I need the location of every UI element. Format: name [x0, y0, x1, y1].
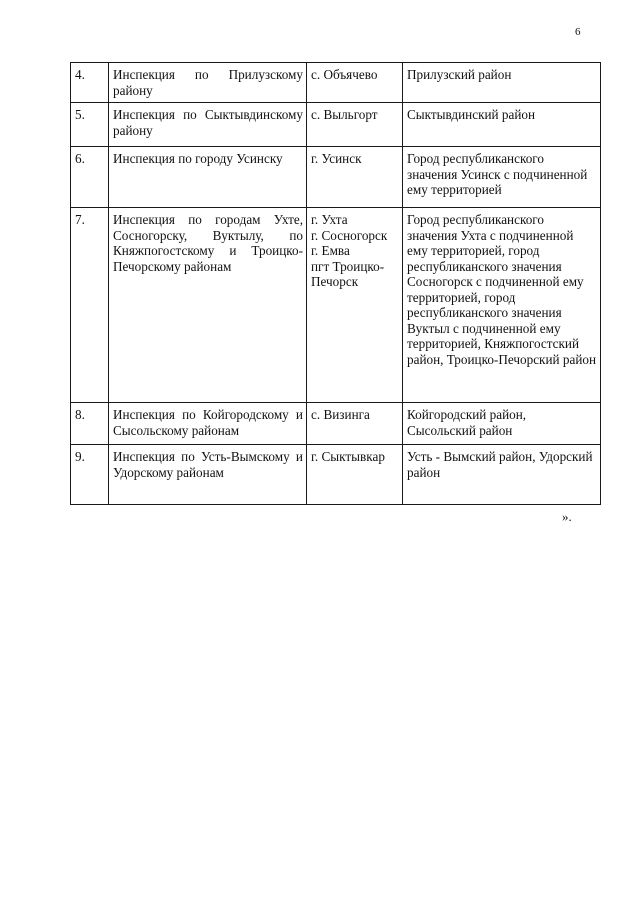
territory: Койгородский район, Сысольский район	[403, 403, 601, 445]
inspection-name: Инспекция по Сыктывдинскому району	[109, 103, 307, 147]
inspection-name: Инспекция по городам Ухте, Сосногорску, Вуктылу, по Княжпогостскому и Троицко-Печорскому районам	[109, 208, 307, 403]
inspection-name: Инспекция по Усть-Вымскому и Удорскому районам	[109, 445, 307, 505]
row-number: 9.	[71, 445, 109, 505]
table-row	[71, 63, 601, 103]
row-number: 6.	[71, 147, 109, 208]
location-cell	[307, 208, 403, 403]
territory: Город республиканского значения Усинск с подчиненной ему территорией	[403, 147, 601, 208]
location: г. Ухта	[311, 212, 348, 227]
row-number: 5.	[71, 103, 109, 147]
territory: Сыктывдинский район	[403, 103, 601, 147]
table-row	[71, 103, 601, 147]
table-row	[71, 208, 601, 403]
inspection-name: Инспекция по Прилузскому району	[109, 63, 307, 103]
location: с. Выльгорт	[311, 107, 378, 122]
page-number: 6	[575, 26, 581, 38]
table-row	[71, 445, 601, 505]
location-cell	[307, 103, 403, 147]
territory: Усть - Вымский район, Удорский район	[403, 445, 601, 505]
closing-quote-mark: ».	[562, 509, 572, 524]
row-number: 8.	[71, 403, 109, 445]
row-number: 4.	[71, 63, 109, 103]
location: г. Сосногорск	[311, 227, 388, 243]
location-cell	[307, 445, 403, 505]
table-row	[71, 147, 601, 208]
location-cell	[307, 63, 403, 103]
location: г. Емва	[311, 243, 350, 258]
table-row	[71, 403, 601, 445]
location: с. Объячево	[311, 67, 378, 82]
inspection-name: Инспекция по городу Усинску	[109, 147, 307, 208]
location: пгт Троицко-Печорск	[311, 258, 385, 289]
territory: Город республиканского значения Ухта с подчиненной ему территорией, город республиканского значения Сосногорск с подчиненной ему территорией, город республиканского значения Вуктыл с подчиненной ему территорией, Княжпогостский район, Троицко-Печорский район	[403, 208, 601, 403]
location: с. Визинга	[311, 407, 370, 422]
location: г. Усинск	[311, 151, 362, 166]
location-cell	[307, 147, 403, 208]
territory: Прилузский район	[403, 63, 601, 103]
row-number: 7.	[71, 208, 109, 403]
inspection-name: Инспекция по Койгородскому и Сысольскому районам	[109, 403, 307, 445]
location: г. Сыктывкар	[311, 449, 385, 464]
location-cell	[307, 403, 403, 445]
inspections-table	[70, 62, 601, 505]
